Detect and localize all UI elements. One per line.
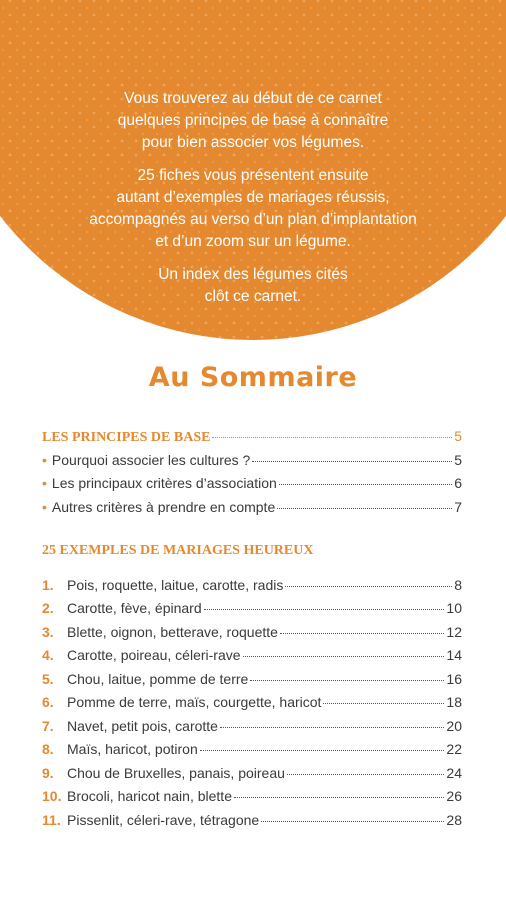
dot-leader <box>285 585 452 587</box>
page-number: 22 <box>446 741 462 757</box>
entry-label: Navet, petit pois, carotte <box>67 717 218 734</box>
page-number: 8 <box>454 576 462 593</box>
entry-number: 1. <box>42 576 54 593</box>
dot-leader <box>243 655 445 657</box>
intro-line: 25 fiches vous présentent ensuite <box>137 167 369 184</box>
entry-number: 10. <box>42 788 62 804</box>
toc-entry[interactable] <box>42 788 462 812</box>
entry-label: Chou de Bruxelles, panais, poireau <box>67 764 285 781</box>
page-number: 20 <box>446 717 462 734</box>
intro-paragraph-1 <box>20 88 486 154</box>
bullet-icon: • <box>42 475 47 491</box>
page-number: 5 <box>454 428 462 444</box>
intro-line: autant d’exemples de mariages réussis, <box>116 189 390 206</box>
toc-entry[interactable] <box>42 499 462 523</box>
entry-label: Les principaux critères d’association <box>51 475 277 491</box>
entry-label: Autres critères à prendre en compte <box>51 498 276 515</box>
dot-leader <box>280 632 444 634</box>
dot-leader <box>323 702 444 704</box>
entry-number: 11. <box>42 811 61 828</box>
intro-line: pour bien associer vos légumes. <box>141 134 365 151</box>
toc-entry[interactable] <box>42 577 462 601</box>
page-number: 26 <box>446 788 462 804</box>
entry-label: Brocoli, haricot nain, blette <box>67 788 232 804</box>
section-heading-label: 25 EXEMPLES DE MARIAGES HEUREUX <box>42 543 314 558</box>
page-number: 28 <box>446 811 462 828</box>
page-number: 6 <box>454 475 462 491</box>
toc-section-mariages <box>42 543 462 835</box>
entry-number: 5. <box>42 670 54 687</box>
intro-paragraph-2 <box>20 165 486 253</box>
dot-leader <box>277 507 452 509</box>
page-number: 12 <box>446 623 462 640</box>
dot-leader <box>220 726 444 728</box>
dot-leader <box>261 820 444 822</box>
entry-number: 8. <box>42 741 54 757</box>
toc-entry[interactable] <box>42 475 462 499</box>
page-number: 16 <box>446 670 462 687</box>
intro-paragraph-3 <box>20 264 486 308</box>
toc-entry[interactable] <box>42 812 462 836</box>
dot-leader <box>204 608 445 610</box>
toc-entry[interactable] <box>42 671 462 695</box>
entry-label: Blette, oignon, betterave, roquette <box>67 623 278 640</box>
bullet-icon: • <box>42 498 47 515</box>
intro-banner <box>0 0 506 340</box>
dot-leader <box>287 773 445 775</box>
entry-label: Pomme de terre, maïs, courgette, haricot <box>67 694 322 710</box>
dot-leader <box>212 436 452 438</box>
toc-entry[interactable] <box>42 452 462 476</box>
page-number: 18 <box>446 694 462 710</box>
dot-leader <box>200 749 445 751</box>
intro-line: Vous trouverez au début de ce carnet <box>124 90 382 107</box>
page-number: 10 <box>446 600 462 616</box>
toc-section-heading[interactable] <box>42 428 462 452</box>
intro-line: quelques principes de base à connaître <box>117 112 389 129</box>
entry-number: 7. <box>42 717 54 734</box>
toc-entry[interactable] <box>42 718 462 742</box>
intro-line: Un index des légumes cités <box>158 266 348 283</box>
dot-leader <box>252 460 452 462</box>
intro-line: et d’un zoom sur un légume. <box>155 233 351 250</box>
toc-entry[interactable] <box>42 741 462 765</box>
section-heading-label: LES PRINCIPES DE BASE <box>42 430 211 445</box>
toc-entry[interactable] <box>42 624 462 648</box>
entry-label: Carotte, poireau, céleri-rave <box>67 647 241 663</box>
entry-label: Pourquoi associer les cultures ? <box>51 451 251 468</box>
intro-line: accompagnés au verso d’un plan d’implantation <box>89 211 417 228</box>
toc-entry[interactable] <box>42 765 462 789</box>
entry-number: 4. <box>42 647 54 663</box>
bullet-icon: • <box>42 451 47 468</box>
page-number: 5 <box>454 451 462 468</box>
dot-leader <box>250 679 444 681</box>
toc-entry[interactable] <box>42 647 462 671</box>
toc-section-principes <box>42 428 462 522</box>
entry-number: 3. <box>42 623 54 640</box>
entry-number: 9. <box>42 764 54 781</box>
page-number: 14 <box>446 647 462 663</box>
entry-label: Carotte, fève, épinard <box>67 600 202 616</box>
dot-leader <box>279 483 452 485</box>
page-number: 24 <box>446 764 462 781</box>
toc-entry[interactable] <box>42 694 462 718</box>
page-number: 7 <box>454 498 462 515</box>
intro-text <box>20 88 486 319</box>
entry-label: Maïs, haricot, potiron <box>67 741 198 757</box>
dot-leader <box>234 796 444 798</box>
entry-number: 2. <box>42 600 54 616</box>
entry-number: 6. <box>42 694 54 710</box>
toc-section-heading <box>42 543 462 567</box>
toc-entry[interactable] <box>42 600 462 624</box>
entry-label: Chou, laitue, pomme de terre <box>67 670 249 687</box>
entry-label: Pois, roquette, laitue, carotte, radis <box>67 576 284 593</box>
intro-line: clôt ce carnet. <box>204 288 302 305</box>
entry-label: Pissenlit, céleri-rave, tétragone <box>67 811 260 828</box>
page-title: Au Sommaire <box>148 362 358 393</box>
